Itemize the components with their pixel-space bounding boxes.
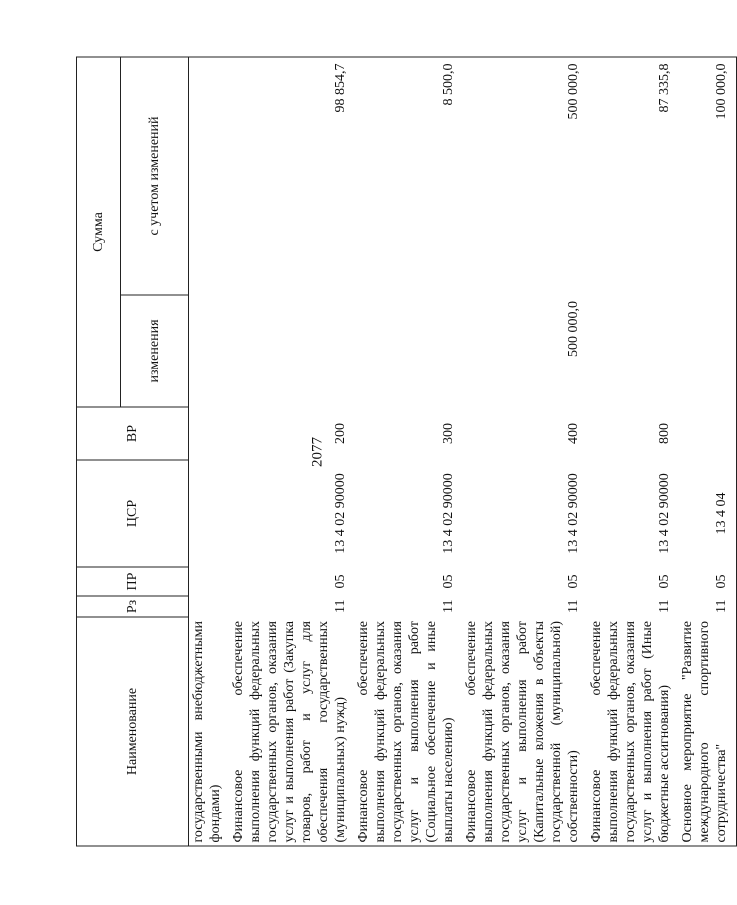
row-total: 87 335,8 — [586, 57, 677, 295]
row-pr — [189, 567, 229, 596]
row-rz: 11 — [677, 596, 737, 617]
row-rz: 11 — [566, 599, 581, 613]
row-pr: 05 — [657, 574, 672, 589]
row-csr: 13 4 04 — [677, 460, 737, 567]
header-rz: Рз — [77, 596, 189, 617]
table-row — [353, 57, 461, 846]
row-total: 98 854,7 — [228, 57, 353, 295]
header-pr: ПР — [77, 567, 189, 596]
row-name: Финансовое обеспечение выполнения функций федеральных государственных органов, оказания услуг и выполнения работ (Иные бюджетные ассигнования) — [586, 617, 677, 846]
row-rz: 11 — [333, 599, 348, 613]
row-pr: 05 — [441, 574, 456, 589]
row-vr — [677, 407, 737, 460]
row-rz: 11 — [657, 599, 672, 613]
row-name: Финансовое обеспечение выполнения функций федеральных государственных органов, оказания услуг и выполнения работ (Закупка товаров, работ и услуг для обеспечения государственных (муниципальных) нужд) — [228, 617, 353, 846]
row-vr: 400 — [566, 423, 581, 444]
row-pr: 05 — [677, 567, 737, 596]
table-row — [228, 57, 353, 846]
header-vr: ВР — [77, 407, 189, 460]
row-izm — [586, 295, 677, 407]
budget-table — [76, 57, 737, 847]
header-s-uchetom: с учетом изменений — [121, 57, 189, 295]
header-izm: изменения — [121, 295, 189, 407]
row-name: Финансовое обеспечение выполнения функций федеральных государственных органов, оказания услуг и выполнения работ (Социальное обеспечение и иные выплаты населению) — [353, 617, 461, 846]
row-pr: 05 — [566, 574, 581, 589]
row-total — [189, 57, 229, 295]
row-csr — [189, 460, 229, 567]
row-total: 8 500,0 — [353, 57, 461, 295]
row-csr: 13 4 02 90000 — [657, 473, 672, 554]
page-number: 2077 — [309, 437, 326, 467]
budget-table-sheet — [76, 58, 729, 847]
row-izm — [677, 295, 737, 407]
row-name: государственными внебюджетными фондами) — [189, 617, 229, 846]
row-pr: 05 — [333, 574, 348, 589]
row-izm — [228, 295, 353, 407]
row-name: Основное мероприятие "Развитие международного спортивного сотрудничества" — [677, 617, 737, 846]
row-total: 500 000,0 — [461, 57, 586, 295]
row-csr: 13 4 02 90000 — [333, 473, 348, 554]
table-row — [189, 57, 229, 846]
table-row — [461, 57, 586, 846]
header-summa: Сумма — [77, 57, 121, 407]
row-vr: 300 — [441, 423, 456, 444]
table-row — [586, 57, 677, 846]
row-rz — [189, 596, 229, 617]
table-row — [677, 57, 737, 846]
row-csr: 13 4 02 90000 — [566, 473, 581, 554]
table-header — [77, 57, 189, 846]
header-name: Наименование — [77, 617, 189, 846]
row-vr — [189, 407, 229, 460]
row-rz: 11 — [441, 599, 456, 613]
row-izm: 500 000,0 — [566, 301, 581, 357]
row-izm — [189, 295, 229, 407]
row-total: 100 000,0 — [677, 57, 737, 295]
header-csr: ЦСР — [77, 460, 189, 567]
row-name: Финансовое обеспечение выполнения функций федеральных государственных органов, оказания услуг и выполнения работ (Капитальные вложения в объекты государственной (муниципальной) собственности) — [461, 617, 586, 846]
row-izm — [353, 295, 461, 407]
row-csr: 13 4 02 90000 — [441, 473, 456, 554]
row-vr: 200 — [333, 423, 348, 444]
row-vr: 800 — [657, 423, 672, 444]
